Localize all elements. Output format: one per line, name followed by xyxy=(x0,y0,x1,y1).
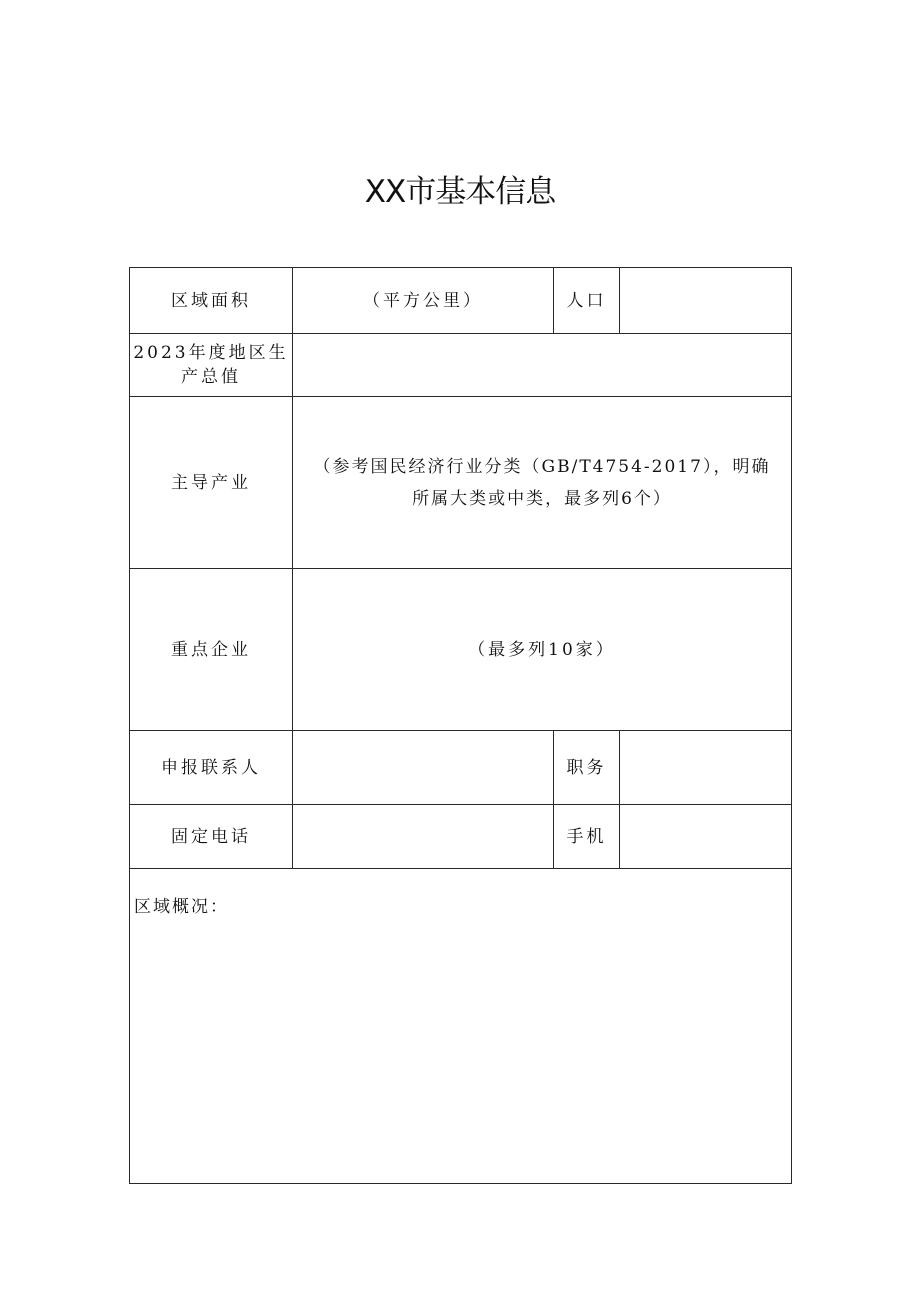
row-phone xyxy=(130,805,792,869)
basic-info-table xyxy=(129,267,792,1184)
position-field[interactable] xyxy=(620,731,792,805)
mobile-field[interactable] xyxy=(620,805,792,869)
row-contact xyxy=(130,731,792,805)
position-label: 职务 xyxy=(554,731,620,805)
page-title: XX市基本信息 xyxy=(364,174,556,210)
row-key-enterprises xyxy=(130,569,792,731)
contact-field[interactable] xyxy=(293,731,554,805)
overview-label: 区域概况： xyxy=(134,897,229,917)
key-enterprises-label: 重点企业 xyxy=(130,569,293,731)
leading-industry-hint: （参考国民经济行业分类（GB/T4754-2017），明确所属大类或中类，最多列6个） xyxy=(313,456,771,509)
population-label: 人口 xyxy=(554,268,620,334)
mobile-label: 手机 xyxy=(554,805,620,869)
leading-industry-field[interactable] xyxy=(293,397,792,569)
row-gdp xyxy=(130,334,792,397)
phone-label: 固定电话 xyxy=(130,805,293,869)
overview-field[interactable] xyxy=(130,869,792,1184)
leading-industry-label: 主导产业 xyxy=(130,397,293,569)
row-overview xyxy=(130,869,792,1184)
population-field[interactable] xyxy=(620,268,792,334)
area-field[interactable]: （平方公里） xyxy=(293,268,554,334)
row-leading-industry xyxy=(130,397,792,569)
phone-field[interactable] xyxy=(293,805,554,869)
key-enterprises-field[interactable]: （最多列10家） xyxy=(293,569,792,731)
contact-label: 申报联系人 xyxy=(130,731,293,805)
row-area xyxy=(130,268,792,334)
area-label: 区域面积 xyxy=(130,268,293,334)
gdp-label: 2023年度地区生产总值 xyxy=(130,334,293,397)
gdp-field[interactable] xyxy=(293,334,792,397)
